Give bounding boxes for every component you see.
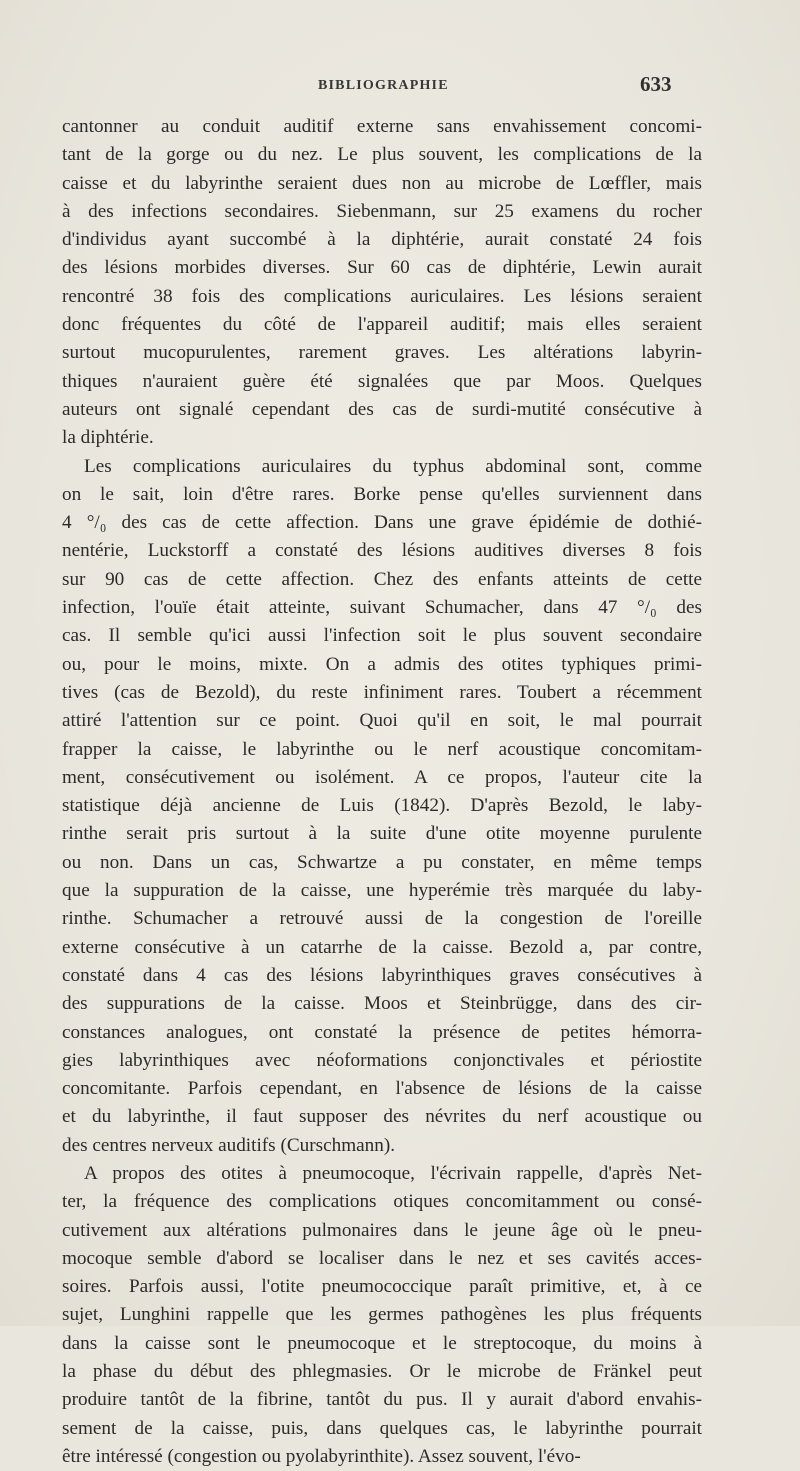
text-line: Les complications auriculaires du typhus abdominal sont, comme xyxy=(84,455,702,477)
text-line: cas. Il semble qu'ici aussi l'infection soit le plus souvent secondaire xyxy=(62,625,702,647)
text-line: ter, la fréquence des complications otiques concomitamment ou consé- xyxy=(62,1191,702,1213)
text-line: tives (cas de Bezold), du reste infiniment rares. Toubert a récemment xyxy=(62,681,702,703)
text-line: gies labyrinthiques avec néoformations conjonctivales et périostite xyxy=(62,1049,702,1071)
text-line: la phase du début des phlegmasies. Or le microbe de Fränkel peut xyxy=(62,1361,702,1383)
running-title: BIBLIOGRAPHIE xyxy=(318,78,449,93)
text-line: dans la caisse sont le pneumocoque et le streptocoque, du moins à xyxy=(62,1332,702,1354)
text-line: cantonner au conduit auditif externe sans envahissement concomi- xyxy=(62,116,702,137)
text-line: auteurs ont signalé cependant des cas de surdi-mutité consécutive à xyxy=(62,398,702,420)
text-line: infection, l'ouïe était atteinte, suivant Schumacher, dans 47 °/₀ des xyxy=(62,597,702,619)
text-line: sur 90 cas de cette affection. Chez des enfants atteints de cette xyxy=(62,568,702,590)
text-line: produire tantôt de la fibrine, tantôt du pus. Il y aurait d'abord envahis- xyxy=(62,1389,702,1411)
text-line: à des infections secondaires. Siebenmann, sur 25 examens du rocher xyxy=(62,200,702,222)
text-line: ou non. Dans un cas, Schwartze a pu constater, en même temps xyxy=(62,851,702,873)
text-line: et du labyrinthe, il faut supposer des névrites du nerf acoustique ou xyxy=(62,1106,702,1128)
text-line: ment, consécutivement ou isolément. A ce propos, l'auteur cite la xyxy=(62,766,702,788)
text-line: statistique déjà ancienne de Luis (1842). D'après Bezold, le laby- xyxy=(62,795,702,817)
text-line: rencontré 38 fois des complications auriculaires. Les lésions seraient xyxy=(62,285,702,307)
page-number: 633 xyxy=(640,72,672,96)
text-line: 4 °/₀ des cas de cette affection. Dans une grave épidémie de dothié- xyxy=(62,512,702,534)
paragraph xyxy=(62,453,702,1160)
body-text xyxy=(62,113,702,1471)
text-line: mocoque semble d'abord se localiser dans le nez et ses cavités acces- xyxy=(62,1247,702,1269)
text-line: concomitante. Parfois cependant, en l'absence de lésions de la caisse xyxy=(62,1078,702,1100)
text-line: thiques n'auraient guère été signalées que par Moos. Quelques xyxy=(62,370,702,392)
text-line: externe consécutive à un catarrhe de la caisse. Bezold a, par contre, xyxy=(62,936,702,958)
text-line: être intéressé (congestion ou pyolabyrinthite). Assez souvent, l'évo- xyxy=(62,1445,581,1467)
text-line: tant de la gorge ou du nez. Le plus souvent, les complications de la xyxy=(62,144,702,166)
page-header xyxy=(0,72,800,102)
text-line: des lésions morbides diverses. Sur 60 cas de diphtérie, Lewin aurait xyxy=(62,257,702,279)
text-line: nentérie, Luckstorff a constaté des lésions auditives diverses 8 fois xyxy=(62,540,702,562)
text-line: surtout mucopurulentes, rarement graves. Les altérations labyrin- xyxy=(62,342,702,364)
text-line: attiré l'attention sur ce point. Quoi qu'il en soit, le mal pourrait xyxy=(62,710,702,732)
text-line: constaté dans 4 cas des lésions labyrinthiques graves consécutives à xyxy=(62,964,702,986)
paragraph xyxy=(62,1160,702,1471)
text-line: cutivement aux altérations pulmonaires dans le jeune âge où le pneu- xyxy=(62,1219,702,1241)
text-line: la diphtérie. xyxy=(62,427,154,449)
text-line: frapper la caisse, le labyrinthe ou le nerf acoustique concomitam- xyxy=(62,738,702,760)
text-line: sement de la caisse, puis, dans quelques cas, le labyrinthe pourrait xyxy=(62,1417,702,1439)
text-line: sujet, Lunghini rappelle que les germes pathogènes les plus fréquents xyxy=(62,1304,702,1326)
text-line: rinthe. Schumacher a retrouvé aussi de la congestion de l'oreille xyxy=(62,908,702,930)
text-line: caisse et du labyrinthe seraient dues non au microbe de Lœffler, mais xyxy=(62,172,702,194)
text-line: ou, pour le moins, mixte. On a admis des otites typhiques primi- xyxy=(62,653,702,675)
text-line: on le sait, loin d'être rares. Borke pense qu'elles surviennent dans xyxy=(62,483,702,505)
text-line: rinthe serait pris surtout à la suite d'une otite moyenne purulente xyxy=(62,823,702,845)
paragraph xyxy=(62,113,702,453)
text-line: d'individus ayant succombé à la diphtérie, aurait constaté 24 fois xyxy=(62,229,702,251)
text-line: constances analogues, ont constaté la présence de petites hémorra- xyxy=(62,1021,702,1043)
text-line: des centres nerveux auditifs (Curschmann). xyxy=(62,1134,396,1156)
text-line: soires. Parfois aussi, l'otite pneumococcique paraît primitive, et, à ce xyxy=(62,1276,702,1298)
text-line: que la suppuration de la caisse, une hyperémie très marquée du laby- xyxy=(62,880,702,902)
text-line: A propos des otites à pneumocoque, l'écrivain rappelle, d'après Net- xyxy=(84,1162,702,1184)
text-line: des suppurations de la caisse. Moos et Steinbrügge, dans des cir- xyxy=(62,993,702,1015)
text-line: donc fréquentes du côté de l'appareil auditif; mais elles seraient xyxy=(62,314,702,336)
